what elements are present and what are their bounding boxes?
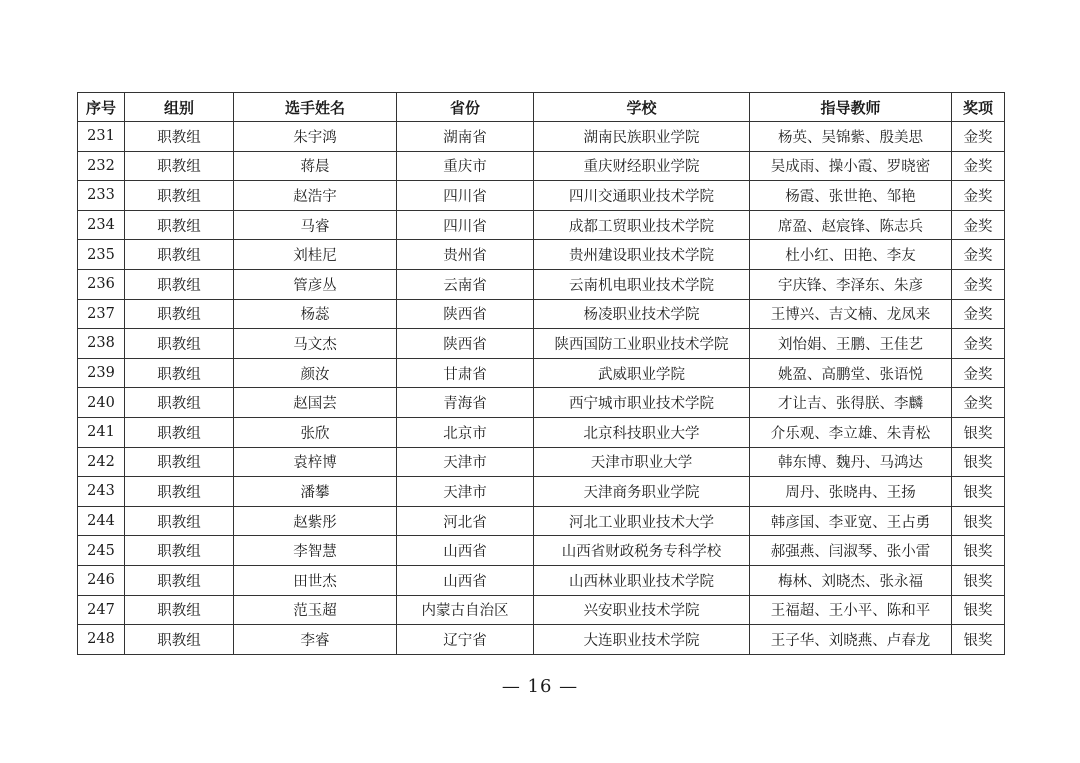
cell-instructors: 宇庆锋、李泽东、朱彦 (750, 269, 952, 299)
cell-school: 云南机电职业技术学院 (534, 269, 750, 299)
table-header-row (78, 93, 1005, 122)
header-group: 组别 (125, 93, 234, 122)
cell-index: 243 (78, 477, 125, 507)
table-row (78, 506, 1005, 536)
cell-award: 银奖 (952, 595, 1005, 625)
table-row (78, 358, 1005, 388)
table-row (78, 269, 1005, 299)
cell-group: 职教组 (125, 358, 234, 388)
cell-award: 银奖 (952, 536, 1005, 566)
cell-award: 金奖 (952, 299, 1005, 329)
cell-award: 金奖 (952, 388, 1005, 418)
cell-index: 240 (78, 388, 125, 418)
cell-province: 四川省 (397, 210, 534, 240)
cell-contestant-name: 马文杰 (234, 329, 397, 359)
cell-group: 职教组 (125, 477, 234, 507)
table-row (78, 299, 1005, 329)
page-number: — 16 — (501, 676, 579, 697)
cell-province: 辽宁省 (397, 625, 534, 655)
cell-instructors: 王福超、王小平、陈和平 (750, 595, 952, 625)
cell-province: 四川省 (397, 181, 534, 211)
cell-instructors: 姚盈、高鹏堂、张语悦 (750, 358, 952, 388)
cell-award: 银奖 (952, 477, 1005, 507)
cell-province: 天津市 (397, 477, 534, 507)
cell-instructors: 王子华、刘晓燕、卢春龙 (750, 625, 952, 655)
cell-index: 233 (78, 181, 125, 211)
cell-award: 银奖 (952, 565, 1005, 595)
cell-school: 四川交通职业技术学院 (534, 181, 750, 211)
cell-award: 金奖 (952, 269, 1005, 299)
cell-school: 西宁城市职业技术学院 (534, 388, 750, 418)
cell-province: 内蒙古自治区 (397, 595, 534, 625)
cell-instructors: 韩彦国、李亚宽、王占勇 (750, 506, 952, 536)
cell-school: 天津市职业大学 (534, 447, 750, 477)
cell-school: 杨凌职业技术学院 (534, 299, 750, 329)
table-row (78, 122, 1005, 152)
table-row (78, 595, 1005, 625)
cell-instructors: 郝强燕、闫淑琴、张小雷 (750, 536, 952, 566)
cell-group: 职教组 (125, 536, 234, 566)
cell-index: 244 (78, 506, 125, 536)
cell-school: 武威职业学院 (534, 358, 750, 388)
table-row (78, 477, 1005, 507)
cell-group: 职教组 (125, 625, 234, 655)
table-row (78, 625, 1005, 655)
table-row (78, 388, 1005, 418)
header-index: 序号 (78, 93, 125, 122)
cell-award: 金奖 (952, 329, 1005, 359)
cell-instructors: 韩东博、魏丹、马鸿达 (750, 447, 952, 477)
cell-group: 职教组 (125, 565, 234, 595)
cell-index: 241 (78, 417, 125, 447)
cell-contestant-name: 田世杰 (234, 565, 397, 595)
cell-award: 金奖 (952, 181, 1005, 211)
header-school: 学校 (534, 93, 750, 122)
cell-index: 234 (78, 210, 125, 240)
cell-school: 重庆财经职业学院 (534, 151, 750, 181)
cell-province: 山西省 (397, 565, 534, 595)
table-row (78, 447, 1005, 477)
cell-school: 陕西国防工业职业技术学院 (534, 329, 750, 359)
cell-contestant-name: 杨蕊 (234, 299, 397, 329)
cell-instructors: 刘怡娟、王鹏、王佳艺 (750, 329, 952, 359)
cell-instructors: 杨霞、张世艳、邹艳 (750, 181, 952, 211)
cell-province: 河北省 (397, 506, 534, 536)
cell-award: 银奖 (952, 447, 1005, 477)
cell-contestant-name: 张欣 (234, 417, 397, 447)
table-row (78, 181, 1005, 211)
cell-contestant-name: 蒋晨 (234, 151, 397, 181)
cell-contestant-name: 赵浩宇 (234, 181, 397, 211)
cell-group: 职教组 (125, 329, 234, 359)
cell-school: 大连职业技术学院 (534, 625, 750, 655)
cell-group: 职教组 (125, 595, 234, 625)
table-row (78, 536, 1005, 566)
cell-group: 职教组 (125, 299, 234, 329)
cell-instructors: 介乐观、李立雄、朱青松 (750, 417, 952, 447)
table-row (78, 151, 1005, 181)
table-row (78, 240, 1005, 270)
cell-school: 河北工业职业技术大学 (534, 506, 750, 536)
cell-school: 湖南民族职业学院 (534, 122, 750, 152)
cell-province: 青海省 (397, 388, 534, 418)
cell-contestant-name: 李睿 (234, 625, 397, 655)
cell-award: 金奖 (952, 151, 1005, 181)
cell-province: 重庆市 (397, 151, 534, 181)
cell-contestant-name: 赵紫彤 (234, 506, 397, 536)
header-instructors: 指导教师 (750, 93, 952, 122)
cell-school: 贵州建设职业技术学院 (534, 240, 750, 270)
cell-province: 陕西省 (397, 299, 534, 329)
cell-province: 北京市 (397, 417, 534, 447)
cell-province: 贵州省 (397, 240, 534, 270)
cell-instructors: 吴成雨、操小霞、罗晓密 (750, 151, 952, 181)
header-province: 省份 (397, 93, 534, 122)
cell-province: 甘肃省 (397, 358, 534, 388)
cell-contestant-name: 颜汝 (234, 358, 397, 388)
cell-index: 242 (78, 447, 125, 477)
cell-award: 银奖 (952, 417, 1005, 447)
cell-index: 237 (78, 299, 125, 329)
cell-contestant-name: 马睿 (234, 210, 397, 240)
cell-school: 北京科技职业大学 (534, 417, 750, 447)
cell-instructors: 王博兴、吉文楠、龙凤来 (750, 299, 952, 329)
cell-school: 成都工贸职业技术学院 (534, 210, 750, 240)
cell-group: 职教组 (125, 240, 234, 270)
cell-group: 职教组 (125, 181, 234, 211)
cell-contestant-name: 袁梓博 (234, 447, 397, 477)
cell-province: 云南省 (397, 269, 534, 299)
cell-province: 山西省 (397, 536, 534, 566)
cell-group: 职教组 (125, 388, 234, 418)
awards-table (77, 92, 1005, 655)
cell-group: 职教组 (125, 122, 234, 152)
cell-school: 山西林业职业技术学院 (534, 565, 750, 595)
cell-instructors: 周丹、张晓冉、王扬 (750, 477, 952, 507)
table-row (78, 565, 1005, 595)
table-row (78, 210, 1005, 240)
cell-group: 职教组 (125, 447, 234, 477)
cell-award: 金奖 (952, 358, 1005, 388)
cell-award: 金奖 (952, 122, 1005, 152)
cell-instructors: 杨英、吴锦紫、殷美思 (750, 122, 952, 152)
table-row (78, 417, 1005, 447)
cell-index: 239 (78, 358, 125, 388)
cell-instructors: 才让吉、张得朕、李麟 (750, 388, 952, 418)
cell-index: 238 (78, 329, 125, 359)
table-row (78, 329, 1005, 359)
cell-index: 236 (78, 269, 125, 299)
cell-award: 金奖 (952, 240, 1005, 270)
cell-index: 248 (78, 625, 125, 655)
cell-contestant-name: 管彦丛 (234, 269, 397, 299)
cell-award: 金奖 (952, 210, 1005, 240)
cell-group: 职教组 (125, 151, 234, 181)
table-body (78, 122, 1005, 655)
cell-contestant-name: 刘桂尼 (234, 240, 397, 270)
cell-school: 天津商务职业学院 (534, 477, 750, 507)
cell-index: 247 (78, 595, 125, 625)
cell-school: 兴安职业技术学院 (534, 595, 750, 625)
header-award: 奖项 (952, 93, 1005, 122)
cell-school: 山西省财政税务专科学校 (534, 536, 750, 566)
cell-province: 陕西省 (397, 329, 534, 359)
cell-index: 245 (78, 536, 125, 566)
cell-group: 职教组 (125, 506, 234, 536)
cell-group: 职教组 (125, 210, 234, 240)
cell-award: 银奖 (952, 506, 1005, 536)
cell-contestant-name: 潘攀 (234, 477, 397, 507)
cell-index: 246 (78, 565, 125, 595)
header-contestant-name: 选手姓名 (234, 93, 397, 122)
cell-group: 职教组 (125, 417, 234, 447)
cell-contestant-name: 朱宇鸿 (234, 122, 397, 152)
cell-index: 231 (78, 122, 125, 152)
cell-index: 235 (78, 240, 125, 270)
cell-province: 湖南省 (397, 122, 534, 152)
cell-instructors: 梅林、刘晓杰、张永福 (750, 565, 952, 595)
cell-instructors: 杜小红、田艳、李友 (750, 240, 952, 270)
cell-contestant-name: 李智慧 (234, 536, 397, 566)
cell-index: 232 (78, 151, 125, 181)
cell-instructors: 席盈、赵宸锋、陈志兵 (750, 210, 952, 240)
cell-contestant-name: 赵国芸 (234, 388, 397, 418)
cell-group: 职教组 (125, 269, 234, 299)
cell-province: 天津市 (397, 447, 534, 477)
cell-award: 银奖 (952, 625, 1005, 655)
cell-contestant-name: 范玉超 (234, 595, 397, 625)
